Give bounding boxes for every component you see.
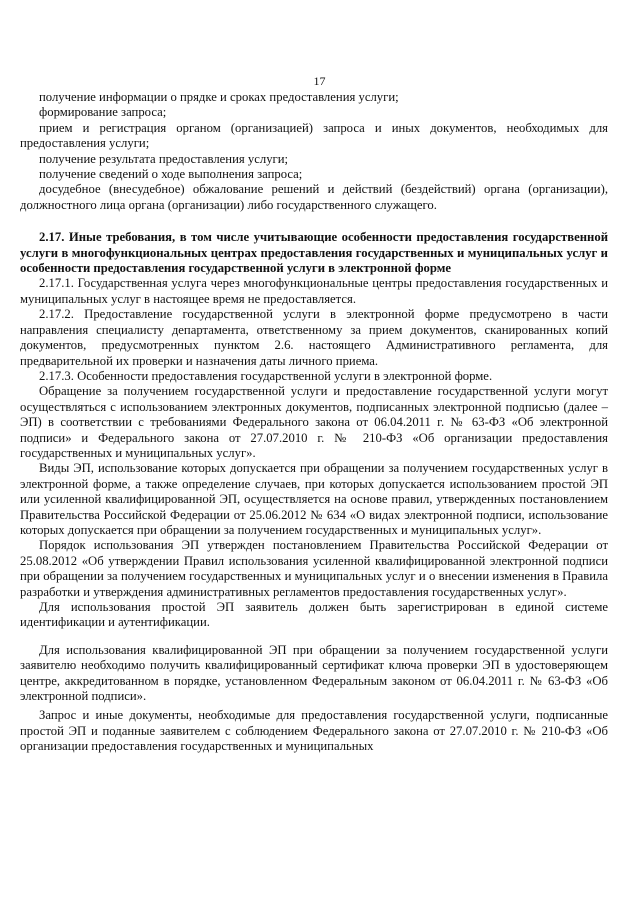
intro-item: получение сведений о ходе выполнения запроса; (39, 167, 303, 182)
intro-item: формирование запроса; (39, 105, 167, 120)
paragraph: Для использования простой ЭП заявитель должен быть зарегистрирован в единой системе идентификации и аутентификации. (20, 600, 608, 630)
paragraph: 2.17.2. Предоставление государственной услуги в электронной форме предусмотрено в части направления специалисту департамента, ответственному за прием документов, сканированных копий документов, предусмотренных пунктом 2.6. настоящего Административного регламента, для предварительной их проверки и назначения даты личного приема. (20, 307, 608, 368)
paragraph: 2.17.1. Государственная услуга через многофункциональные центры предоставления государственных и муниципальных услуг в настоящее время не предоставляется. (20, 276, 608, 306)
intro-item: получение информации о прядке и сроках предоставления услуги; (39, 90, 399, 104)
intro-item: получение результата предоставления услуги; (39, 151, 289, 166)
paragraph: Обращение за получением государственной услуги и предоставление государственной услуги могут осуществляться с использованием электронных документов, подписанных электронной подписью (далее – ЭП) в соответствии с требованиями Федерального закона от 06.04.2011 г. № 63-ФЗ «Об электронной подписи» и Федерального закона от 27.07.2010 г. № 210-ФЗ «Об организации предоставления государственных и муниципальных услуг». (20, 384, 608, 460)
paragraph: 2.17.3. Особенности предоставления государственной услуги в электронной форме. (39, 368, 493, 383)
paragraph: Для использования квалифицированной ЭП при обращении за получением государственной услуги заявителю необходимо получить квалифицированный сертификат ключа проверки ЭП в удостоверяющем центре, аккредитованном в порядке, установленном Федеральным законом от 06.04.2011 г. № 63-ФЗ «Об электронной подписи». (20, 642, 608, 704)
section-heading: 2.17. Иные требования, в том числе учитывающие особенности предоставления государственной услуги в многофункциональных центрах предоставления государственных и муниципальных услуг и особенности предоставления государственной услуги в электронной форме (20, 230, 608, 276)
paragraph: Порядок использования ЭП утвержден постановлением Правительства Российской Федерации от 25.08.2012 «Об утверждении Правил использования усиленной квалифицированной электронной подписи при обращении за получением государственных и муниципальных услуг и о внесении изменения в Правила разработки и утверждения административных регламентов предоставления государственных услуг». (20, 538, 608, 599)
intro-item: прием и регистрация органом (организацией) запроса и иных документов, необходимых для предоставления услуги; (20, 120, 608, 151)
document-body (20, 90, 608, 755)
paragraph: Запрос и иные документы, необходимые для предоставления государственной услуги, подписанные простой ЭП и поданные заявителем с соблюдением Федерального закона от 27.07.2010 г. № 210-ФЗ «Об организации предоставления государственных и муниципальных (20, 708, 608, 754)
page-number: 17 (313, 74, 326, 88)
intro-item: досудебное (внесудебное) обжалование решений и действий (бездействий) органа (организации), должностного лица органа (организации) либо государственного служащего. (20, 182, 608, 212)
paragraph: Виды ЭП, использование которых допускается при обращении за получением государственных услуг в электронной форме, а также определение случаев, при которых допускается использованием простой ЭП или усиленной квалифицированной ЭП, осуществляется на основе правил, утвержденных постановлением Правительства Российской Федерации от 25.06.2012 № 634 «О видах электронной подписи, использование которых допускается при обращении за получением государственных и муниципальных услуг». (20, 461, 608, 537)
